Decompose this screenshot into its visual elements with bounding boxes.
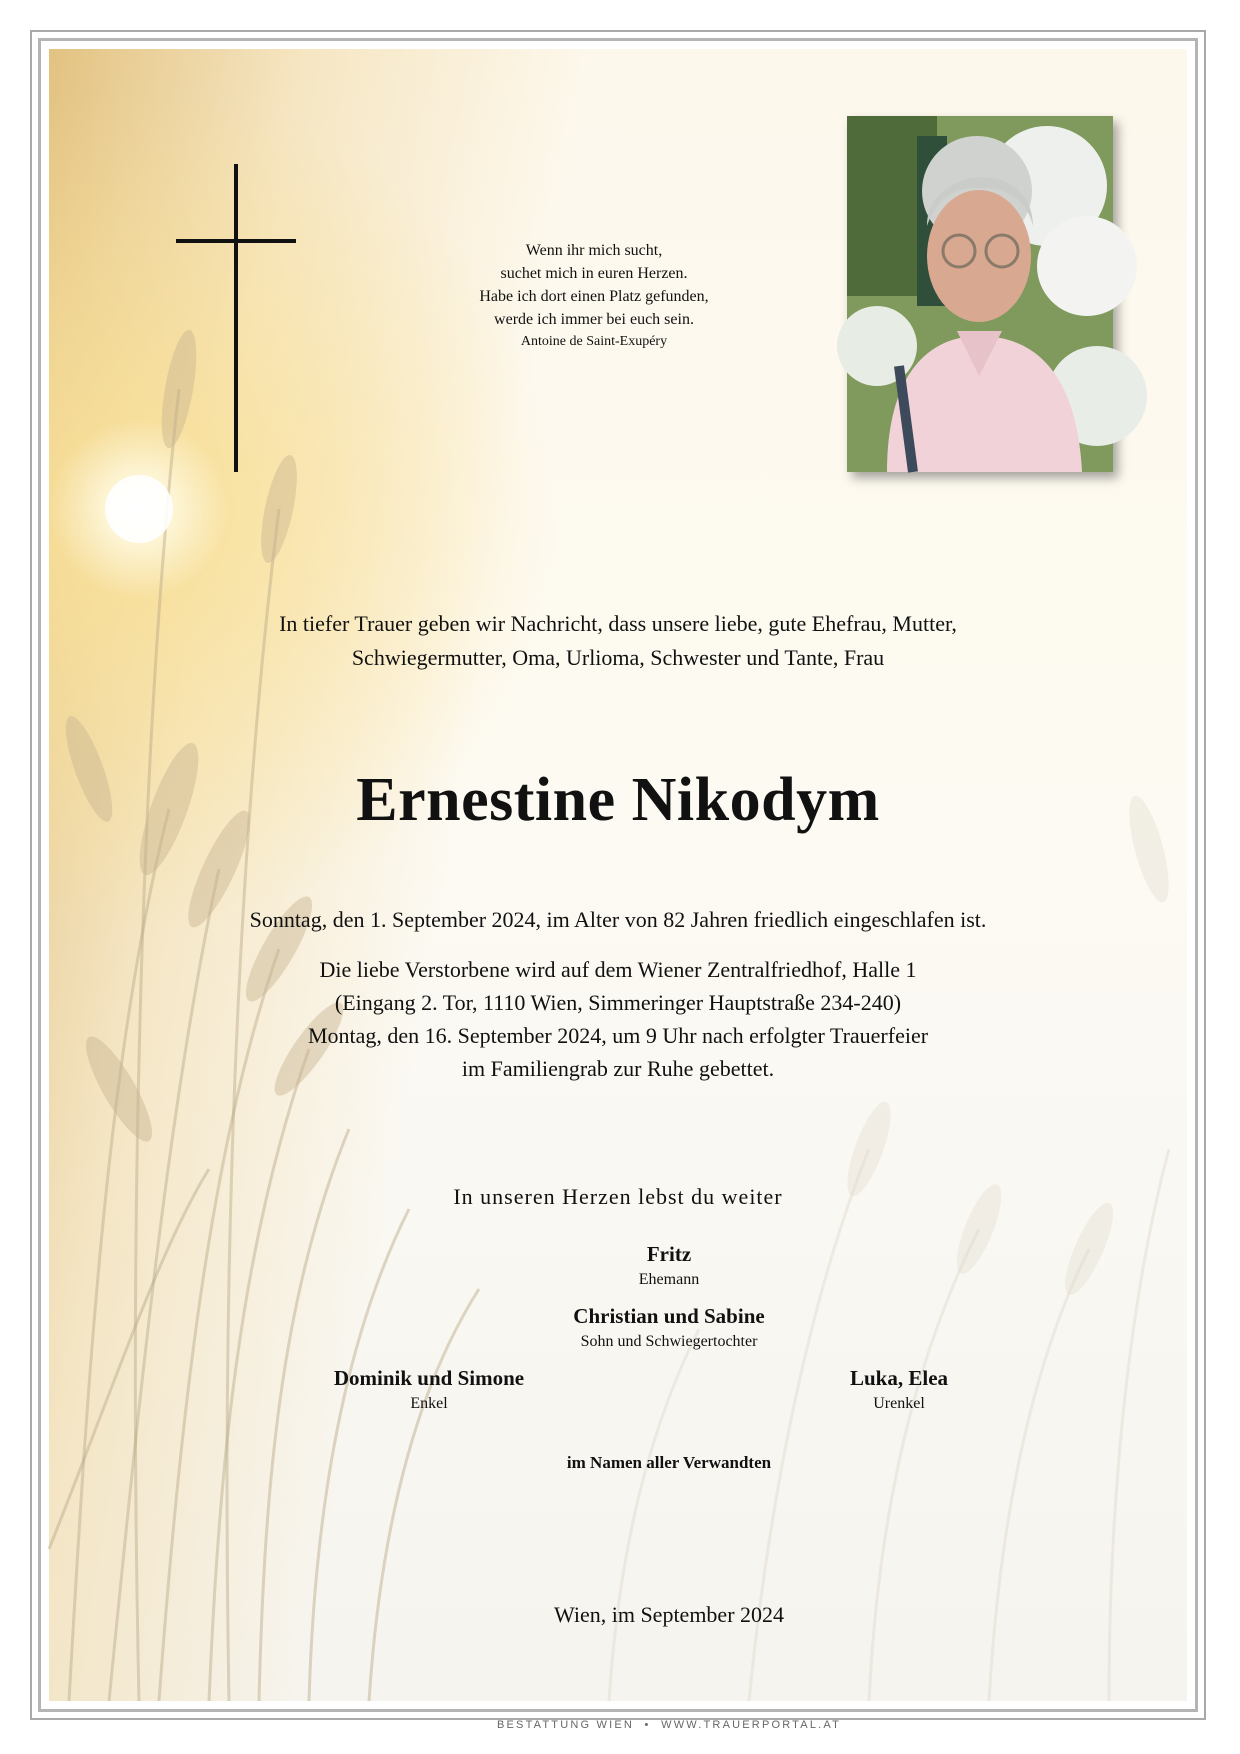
mourner-name: Dominik und Simone	[333, 1366, 525, 1390]
portrait-photo	[847, 116, 1113, 472]
on-behalf-note: im Namen aller Verwandten	[566, 1453, 772, 1472]
deceased-name: Ernestine Nikodym	[356, 766, 880, 834]
footer-credit: BESTATTUNG WIEN • WWW.TRAUERPORTAL.AT	[496, 1719, 842, 1731]
intro-line: Schwiegermutter, Oma, Urlioma, Schwester und Tante, Frau	[351, 645, 885, 670]
funeral-line: Die liebe Verstorbene wird auf dem Wiener Zentralfriedhof, Halle 1	[319, 957, 917, 982]
mourner-relation: Ehemann	[638, 1271, 700, 1288]
mourner-relation: Urenkel	[873, 1395, 925, 1412]
intro-line: In tiefer Trauer geben wir Nachricht, dass unsere liebe, gute Ehefrau, Mutter,	[279, 611, 957, 636]
mourner-relation: Sohn und Schwiegertochter	[580, 1333, 758, 1350]
mourner-entry	[769, 1364, 1029, 1416]
funeral-line: im Familiengrab zur Ruhe gebettet.	[461, 1056, 775, 1081]
death-notice: Sonntag, den 1. September 2024, im Alter von 82 Jahren friedlich eingeschlafen ist.	[249, 907, 987, 932]
obituary-panel	[49, 49, 1187, 1731]
memorial-motto: In unseren Herzen lebst du weiter	[453, 1184, 783, 1209]
mourner-entry	[264, 1364, 594, 1416]
quote-author: Antoine de Saint-Exupéry	[520, 334, 668, 349]
quote-line: werde ich immer bei euch sein.	[494, 311, 694, 328]
mourner-relation: Enkel	[410, 1395, 448, 1412]
mourner-name: Luka, Elea	[849, 1366, 949, 1390]
announcement-intro	[179, 607, 1057, 675]
funeral-line: (Eingang 2. Tor, 1110 Wien, Simmeringer Hauptstraße 234-240)	[334, 990, 902, 1015]
quote-line: suchet mich in euren Herzen.	[500, 265, 688, 282]
place-and-date: Wien, im September 2024	[553, 1602, 785, 1627]
mourner-name: Christian und Sabine	[573, 1304, 765, 1328]
mourner-name: Fritz	[646, 1242, 692, 1266]
funeral-details	[179, 953, 1057, 1085]
cross-horizontal-bar	[176, 239, 296, 243]
funeral-line: Montag, den 16. September 2024, um 9 Uhr nach erfolgter Trauerfeier	[307, 1023, 929, 1048]
mourner-entry	[469, 1240, 869, 1292]
quote-line: Habe ich dort einen Platz gefunden,	[479, 288, 709, 305]
cross-vertical-bar	[234, 164, 238, 472]
mourner-entry	[469, 1302, 869, 1354]
memorial-quote	[429, 239, 759, 353]
quote-line: Wenn ihr mich sucht,	[525, 242, 663, 259]
